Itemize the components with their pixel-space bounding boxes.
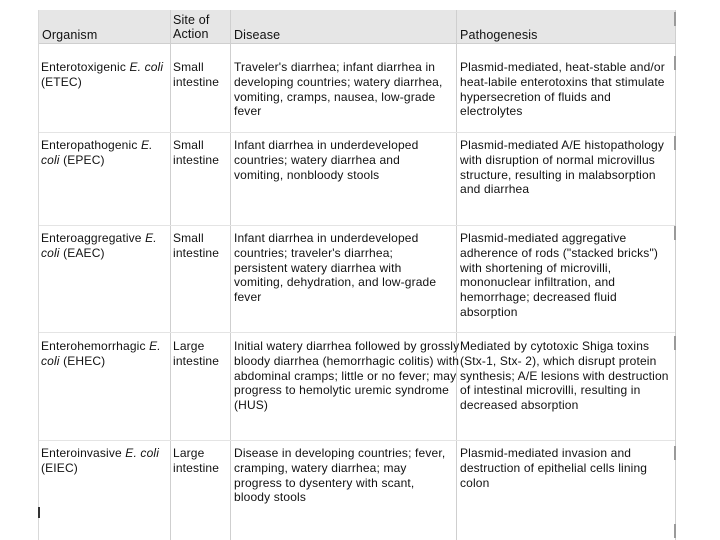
row2-disease: Infant diarrhea in underdeveloped countries; watery diarrhea and vomiting, nonbloody stools bbox=[234, 138, 419, 182]
row1-site: Small intestine bbox=[173, 60, 220, 89]
row1-disease: Traveler's diarrhea; infant diarrhea in developing countries; watery diarrhea, vomiting, cramps, nausea, low-grade fever bbox=[234, 60, 443, 119]
row5-pathogenesis: Plasmid-mediated invasion and destruction of epithelial cells lining colon bbox=[460, 446, 648, 490]
row2-organism: Enteropathogenic E. coli (EPEC) bbox=[41, 138, 153, 167]
row2-pathogenesis: Plasmid-mediated A/E histopathology with disruption of normal microvillus structure, resulting in malabsorption and diarrhea bbox=[460, 138, 665, 197]
row3-disease: Infant diarrhea in underdeveloped countries; traveler's diarrhea; persistent watery diarrhea with vomiting, dehydration, and low-grade fever bbox=[234, 231, 437, 305]
edge-mark bbox=[674, 12, 676, 26]
edge-mark bbox=[674, 136, 676, 150]
ecoli-table bbox=[38, 10, 677, 540]
row-divider bbox=[39, 132, 675, 133]
row-divider bbox=[39, 440, 675, 441]
row5-disease: Disease in developing countries; fever, cramping, watery diarrhea; may progress to dysentery with scant, bloody stools bbox=[234, 446, 446, 505]
header-site-line2: Action bbox=[173, 27, 209, 41]
row5-site: Large intestine bbox=[173, 446, 220, 475]
row5-organism: Enteroinvasive E. coli (EIEC) bbox=[41, 446, 160, 475]
row3-pathogenesis: Plasmid-mediated aggregative adherence of rods ("stacked bricks") with shortening of microvilli, mononuclear infiltration, and hemorrhage; decreased fluid absorption bbox=[460, 231, 659, 319]
row1-organism: Enterotoxigenic E. coli (ETEC) bbox=[41, 60, 164, 89]
header-pathogenesis: Pathogenesis bbox=[460, 28, 538, 42]
column-divider bbox=[170, 10, 171, 540]
header-site-line1: Site of bbox=[173, 13, 210, 27]
row4-disease: Initial watery diarrhea followed by grossly bloody diarrhea (hemorrhagic colitis) with abdominal cramps; little or no fever; may progress to hemolytic uremic syndrome (HUS) bbox=[234, 339, 460, 413]
row4-organism: Enterohemorrhagic E. coli (EHEC) bbox=[41, 339, 161, 368]
header-organism: Organism bbox=[42, 28, 98, 42]
row3-site: Small intestine bbox=[173, 231, 220, 260]
edge-mark bbox=[674, 336, 676, 350]
row3-organism: Enteroaggregative E. coli (EAEC) bbox=[41, 231, 157, 260]
edge-mark bbox=[674, 446, 676, 460]
edge-mark bbox=[674, 56, 676, 70]
edge-mark bbox=[38, 507, 40, 518]
edge-mark bbox=[674, 226, 676, 240]
header-disease: Disease bbox=[234, 28, 281, 42]
edge-mark bbox=[674, 524, 676, 538]
row4-site: Large intestine bbox=[173, 339, 220, 368]
row4-pathogenesis: Mediated by cytotoxic Shiga toxins (Stx-1, Stx- 2), which disrupt protein synthesis; A/E lesions with destruction of intestinal microvilli, resulting in decreased absorption bbox=[460, 339, 669, 413]
row2-site: Small intestine bbox=[173, 138, 220, 167]
row1-pathogenesis: Plasmid-mediated, heat-stable and/or heat-labile enterotoxins that stimulate hypersecretion of fluids and electrolytes bbox=[460, 60, 665, 119]
row-divider bbox=[39, 332, 675, 333]
row-divider bbox=[39, 225, 675, 226]
header-site bbox=[173, 13, 229, 41]
